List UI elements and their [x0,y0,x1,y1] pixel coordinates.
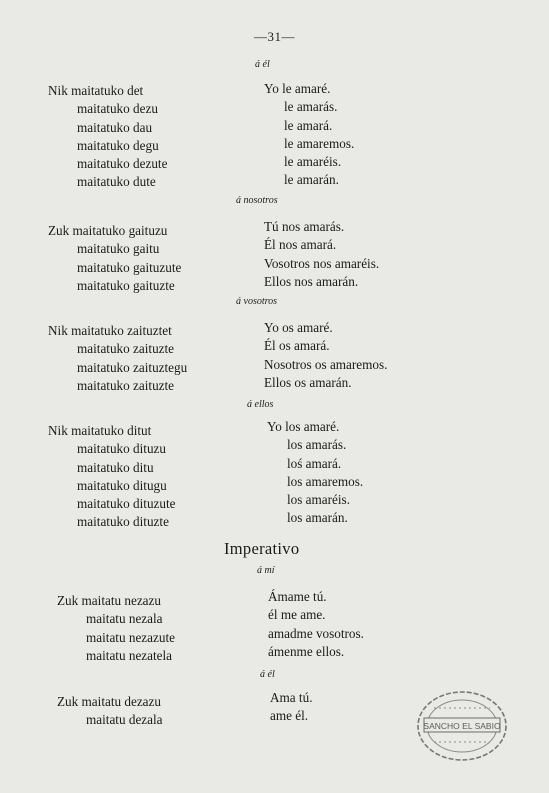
basque-line: maitatuko dau [77,119,153,135]
spanish-line: ámenme ellos. [268,643,345,659]
section-heading: á mí [257,565,275,576]
basque-column [48,222,181,295]
spanish-column [268,588,364,661]
spanish-line: los amaréis. [287,492,350,508]
spanish-line: Él os amará. [264,338,330,354]
basque-line: maitatu nezazute [86,629,175,645]
basque-column [48,422,176,532]
basque-line: maitatuko gaituzute [77,259,182,275]
basque-line: maitatuko dezu [77,101,158,117]
spanish-line: los amarán. [287,510,348,526]
basque-line: maitatu nezatela [86,647,173,663]
imperativo-title: Imperativo [224,539,300,558]
basque-line: Zuk maitatu dezazu [57,694,161,709]
basque-line: maitatuko dituzte [77,514,169,530]
section-heading: á él [255,59,270,70]
library-stamp-icon [414,686,510,764]
stamp-text: SANCHO EL SABIO [423,721,501,731]
basque-line: Nik maitatuko zaituztet [48,323,172,338]
basque-line: maitatuko gaituzte [77,277,175,293]
page-number: —31— [254,29,295,44]
basque-column [57,592,175,665]
spanish-column [264,319,387,392]
basque-line: maitatuko zaituzte [77,341,175,357]
spanish-column [264,218,379,291]
basque-line: maitatu nezala [86,611,163,627]
spanish-line: le amarán. [284,172,339,188]
spanish-column [270,689,313,726]
spanish-line: le amará. [284,117,333,133]
spanish-column [264,80,354,190]
spanish-line: le amarás. [284,99,338,115]
basque-line: maitatuko dituzu [77,441,166,457]
section-heading: á ellos [247,399,274,410]
basque-line: maitatuko zaituztegu [77,359,188,375]
section-heading: á vosotros [236,296,278,307]
section-heading: á nosotros [236,195,278,206]
basque-line: Zuk maitatuko gaituzu [48,223,168,238]
basque-line: Zuk maitatu nezazu [57,593,161,608]
spanish-line: loś amará. [287,455,342,471]
spanish-line: le amaremos. [284,135,355,151]
spanish-line: Vosotros nos amaréis. [264,255,380,271]
spanish-column [267,418,363,528]
spanish-line: Ellos nos amarán. [264,273,359,289]
basque-line: maitatu dezala [86,712,163,728]
basque-line: maitatuko degu [77,137,159,153]
basque-line: Nik maitatuko ditut [48,423,152,438]
spanish-line: Yo los amaré. [267,419,340,434]
spanish-line: Ámame tú. [268,589,327,604]
basque-line: maitatuko zaituzte [77,377,175,393]
spanish-line: ame él. [270,708,309,724]
spanish-line: Él nos amará. [264,237,337,253]
spanish-line: Ellos os amarán. [264,374,352,390]
basque-column [57,693,163,730]
basque-line: maitatuko ditu [77,459,154,475]
spanish-line: los amaremos. [287,473,364,489]
basque-line: Nik maitatuko det [48,83,144,98]
basque-column [48,82,167,192]
basque-line: maitatuko ditugu [77,477,167,493]
spanish-line: Tú nos amarás. [264,219,345,234]
spanish-line: los amarás. [287,437,347,453]
section-heading: á él [260,669,275,680]
spanish-line: Yo os amaré. [264,320,333,335]
spanish-line: le amaréis. [284,154,342,170]
basque-column [48,322,187,395]
spanish-line: Yo le amaré. [264,81,331,96]
spanish-line: Ama tú. [270,690,313,705]
spanish-line: amadme vosotros. [268,625,364,641]
basque-line: maitatuko dituzute [77,496,176,512]
basque-line: maitatuko dezute [77,156,168,172]
spanish-line: Nosotros os amaremos. [264,356,388,372]
basque-line: maitatuko dute [77,174,156,190]
spanish-line: él me ame. [268,607,326,623]
basque-line: maitatuko gaitu [77,241,160,257]
